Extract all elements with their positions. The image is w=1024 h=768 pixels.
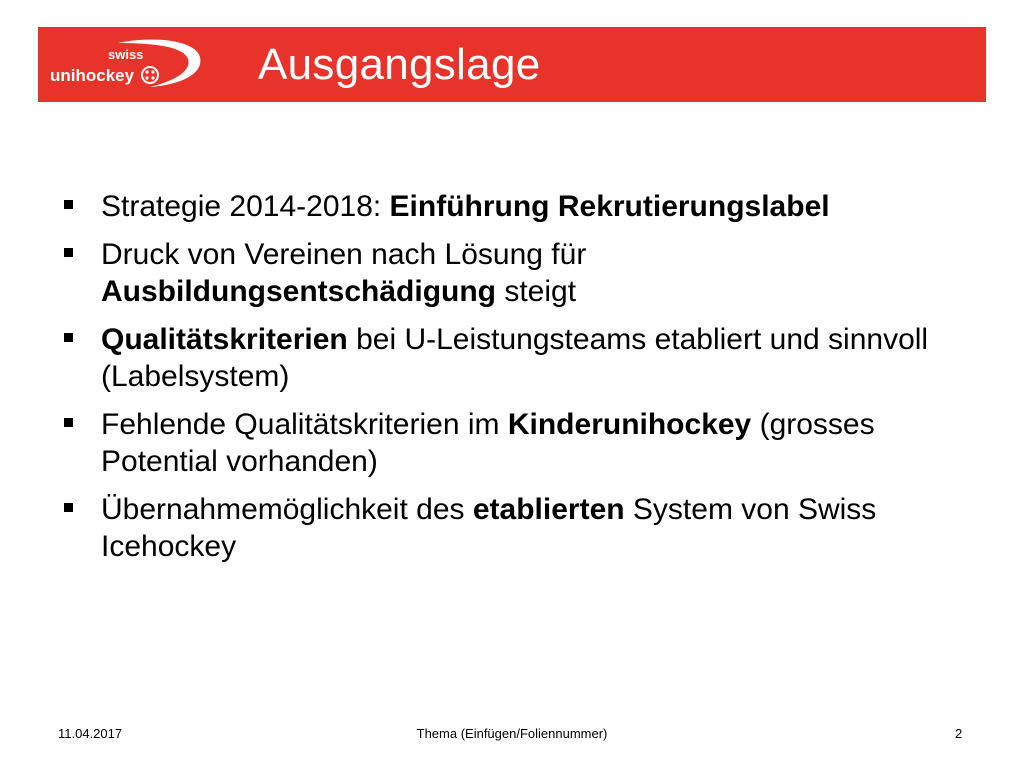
bullet-text-part: steigt <box>496 275 577 308</box>
logo-text-unihockey: unihockey <box>50 66 135 85</box>
bullet-item <box>64 406 964 480</box>
swiss-unihockey-logo <box>46 35 206 95</box>
bullet-item <box>64 321 964 395</box>
bullet-text <box>101 491 951 565</box>
square-bullet-icon <box>64 333 73 342</box>
bullet-list <box>64 188 964 576</box>
bullet-text-part: (grosses Potential vorhanden) <box>101 408 875 478</box>
slide-title: Ausgangslage <box>258 40 541 89</box>
bullet-text-bold: Kinderunihockey <box>507 408 752 441</box>
floorball-icon <box>142 67 158 83</box>
bullet-text <box>101 236 951 310</box>
bullet-text-bold: Ausbildungsentschädigung <box>101 275 496 308</box>
bullet-text-part: System von Swiss Icehockey <box>101 493 877 563</box>
bullet-text <box>101 188 830 225</box>
square-bullet-icon <box>64 503 73 512</box>
footer-topic: Thema (Einfügen/Foliennummer) <box>416 726 608 741</box>
logo-text-swiss: swiss <box>108 47 144 62</box>
bullet-item <box>64 188 964 225</box>
bullet-text-bold: Einführung Rekrutierungslabel <box>389 190 830 223</box>
footer-page-number: 2 <box>955 726 963 741</box>
square-bullet-icon <box>64 418 73 427</box>
bullet-text-part: bei U-Leistungsteams etabliert und sinnvoll (Labelsystem) <box>101 323 929 393</box>
bullet-text-bold: Qualitätskriterien <box>101 323 348 356</box>
square-bullet-icon <box>64 200 73 209</box>
bullet-text <box>101 321 951 395</box>
bullet-item <box>64 491 964 565</box>
bullet-item <box>64 236 964 310</box>
bullet-text <box>101 406 951 480</box>
bullet-text-part: Strategie 2014-2018: <box>101 190 390 223</box>
slide-header <box>38 27 986 102</box>
footer-date: 11.04.2017 <box>58 726 123 741</box>
bullet-text-part: Fehlende Qualitätskriterien im <box>101 408 508 441</box>
bullet-text-part: Druck von Vereinen nach Lösung für <box>101 238 587 271</box>
bullet-text-part: Übernahmemöglichkeit des <box>101 493 473 526</box>
square-bullet-icon <box>64 248 73 257</box>
bullet-text-bold: etablierten <box>472 493 625 526</box>
